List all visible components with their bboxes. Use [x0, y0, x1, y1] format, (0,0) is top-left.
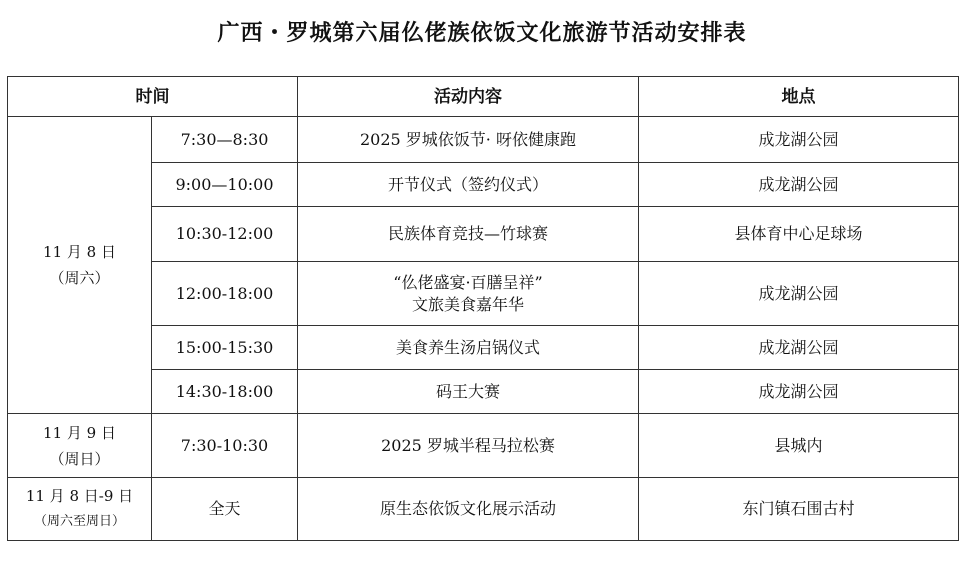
place-cell: 成龙湖公园: [639, 163, 959, 207]
place-cell: 成龙湖公园: [639, 326, 959, 370]
content-line: “仫佬盛宴·百膳呈祥”: [393, 272, 543, 292]
content-cell: [298, 262, 639, 326]
date-cell: [8, 478, 152, 541]
table-row: [8, 478, 959, 541]
place-cell: 成龙湖公园: [639, 262, 959, 326]
header-time: 时间: [8, 77, 298, 117]
time-cell: 14:30-18:00: [152, 370, 298, 414]
weekday-label: （周六至周日）: [33, 514, 125, 529]
date-label: 11 月 8 日-9 日: [25, 487, 134, 505]
content-cell: 开节仪式（签约仪式）: [298, 163, 639, 207]
content-cell: 码王大赛: [298, 370, 639, 414]
place-cell: 县城内: [639, 414, 959, 478]
time-cell: 15:00-15:30: [152, 326, 298, 370]
date-label: 11 月 8 日: [43, 243, 116, 261]
time-cell: 全天: [152, 478, 298, 541]
header-place: 地点: [639, 77, 959, 117]
time-cell: 7:30—8:30: [152, 117, 298, 163]
date-cell: [8, 414, 152, 478]
schedule-table: [7, 76, 959, 541]
place-cell: 成龙湖公园: [639, 117, 959, 163]
content-cell: 民族体育竞技—竹球赛: [298, 207, 639, 262]
content-cell: 2025 罗城依饭节· 呀依健康跑: [298, 117, 639, 163]
content-cell: 2025 罗城半程马拉松赛: [298, 414, 639, 478]
date-cell: [8, 117, 152, 414]
date-label: 11 月 9 日: [43, 423, 116, 442]
place-cell: 成龙湖公园: [639, 370, 959, 414]
time-cell: 7:30-10:30: [152, 414, 298, 478]
time-cell: 12:00-18:00: [152, 262, 298, 326]
content-line: 文旅美食嘉年华: [411, 294, 524, 314]
time-cell: 9:00—10:00: [152, 163, 298, 207]
time-cell: 10:30-12:00: [152, 207, 298, 262]
content-cell: 原生态依饭文化展示活动: [298, 478, 639, 541]
weekday-label: （周日）: [49, 449, 110, 468]
header-content: 活动内容: [298, 77, 639, 117]
place-cell: 东门镇石围古村: [639, 478, 959, 541]
table-row: [8, 414, 959, 478]
table-row: [8, 117, 959, 163]
place-cell: 县体育中心足球场: [639, 207, 959, 262]
content-cell: 美食养生汤启锅仪式: [298, 326, 639, 370]
table-header-row: [8, 77, 959, 117]
weekday-label: （周六）: [49, 269, 110, 287]
page-title: 广西・罗城第六届仫佬族依饭文化旅游节活动安排表: [217, 21, 747, 46]
